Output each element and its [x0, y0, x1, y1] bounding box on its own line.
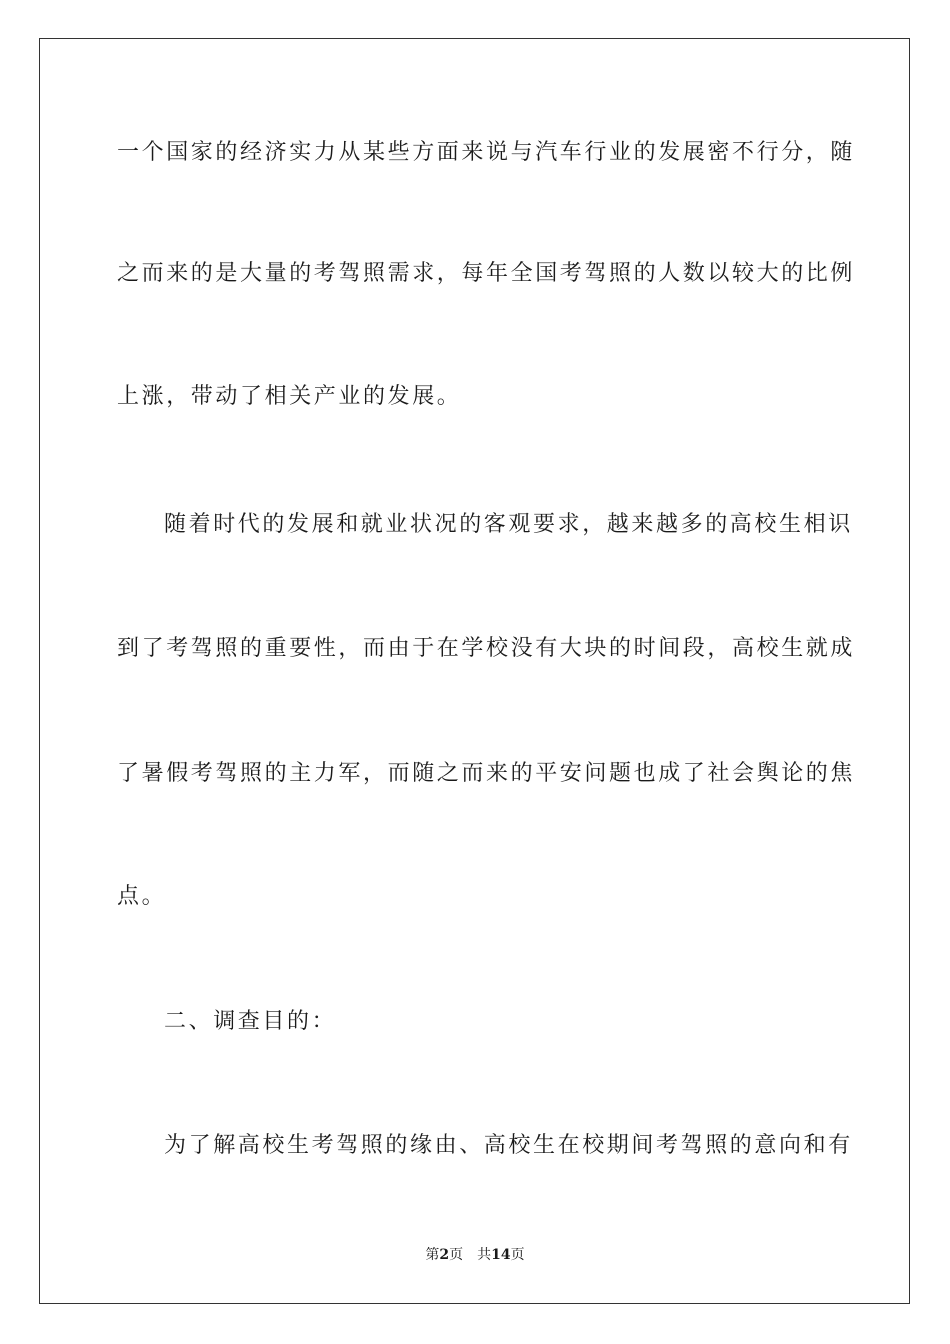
body-text-line: 一个国家的经济实力从某些方面来说与汽车行业的发展密不行分，随 [117, 140, 856, 165]
body-text-line: 之而来的是大量的考驾照需求，每年全国考驾照的人数以较大的比例 [117, 261, 856, 286]
body-text-line: 点。 [117, 884, 167, 909]
page-border [39, 38, 910, 1304]
paragraph-first-line: 随着时代的发展和就业状况的客观要求，越来越多的高校生相识 [164, 512, 853, 537]
page-footer [0, 1246, 950, 1264]
section-heading: 二、调查目的： [164, 1009, 337, 1034]
body-text-line: 到了考驾照的重要性，而由于在学校没有大块的时间段，高校生就成 [117, 636, 856, 661]
body-text-line: 了暑假考驾照的主力军，而随之而来的平安问题也成了社会舆论的焦 [117, 761, 856, 786]
paragraph-first-line: 为了解高校生考驾照的缘由、高校生在校期间考驾照的意向和有 [164, 1133, 853, 1158]
page-suffix: 页 [449, 1247, 464, 1263]
total-pages: 14 [491, 1247, 511, 1263]
total-prefix: 共 [477, 1247, 492, 1263]
page-prefix: 第 [425, 1247, 440, 1263]
total-suffix: 页 [510, 1247, 525, 1263]
page-number: 2 [439, 1247, 450, 1263]
body-text-line: 上涨，带动了相关产业的发展。 [117, 384, 462, 409]
